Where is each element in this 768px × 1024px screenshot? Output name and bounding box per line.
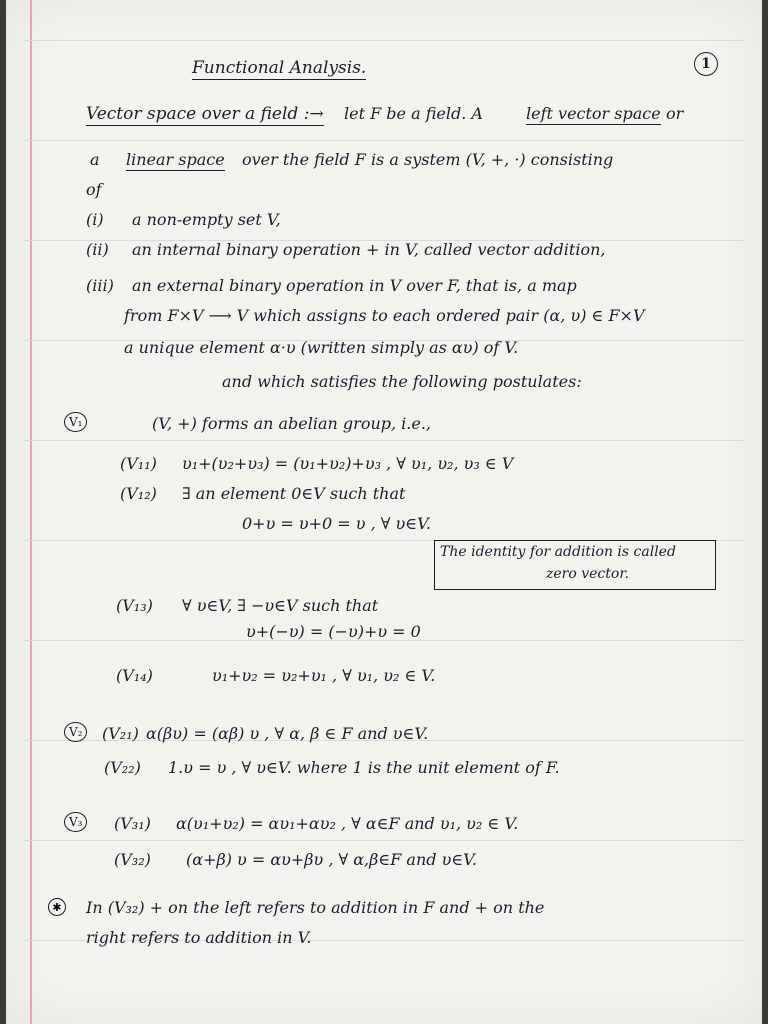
postulate-text: 1.υ = υ , ∀ υ∈V. where 1 is the unit element of F. <box>168 758 560 777</box>
left-vector-space-term: left vector space <box>526 104 661 123</box>
notebook-page <box>6 0 762 1024</box>
item-number: (iii) <box>86 276 114 295</box>
postulate-text: (α+β) υ = αυ+βυ , ∀ α,β∈F and υ∈V. <box>186 850 478 869</box>
ruled-line <box>24 440 744 441</box>
postulate-tag: (V₂₁) <box>102 724 139 743</box>
postulate-text: ∀ υ∈V, ∃ −υ∈V such that <box>182 596 379 615</box>
definition-text: of <box>86 180 102 199</box>
margin-line <box>30 0 32 1024</box>
postulate-text: α(βυ) = (αβ) υ , ∀ α, β ∈ F and υ∈V. <box>146 724 429 743</box>
page-title: Functional Analysis. <box>192 58 367 78</box>
page-number: 1 <box>694 52 718 76</box>
postulate-text: υ₁+(υ₂+υ₃) = (υ₁+υ₂)+υ₃ , ∀ υ₁, υ₂, υ₃ ∈ V <box>182 454 514 473</box>
ruled-line <box>24 40 744 41</box>
item-text: an external binary operation in V over F, that is, a map <box>132 276 577 295</box>
footnote-text: right refers to addition in V. <box>86 928 312 947</box>
postulate-text: α(υ₁+υ₂) = αυ₁+αυ₂ , ∀ α∈F and υ₁, υ₂ ∈ V. <box>176 814 519 833</box>
ruled-line <box>24 140 744 141</box>
postulate-equation: 0+υ = υ+0 = υ , ∀ υ∈V. <box>242 514 431 533</box>
ruled-line <box>24 840 744 841</box>
item-number: (i) <box>86 210 104 229</box>
postulate-tag-v2: V₂ <box>64 722 87 742</box>
item-text: a unique element α·υ (written simply as αυ) of V. <box>124 338 519 357</box>
postulate-text: ∃ an element 0∈V such that <box>182 484 406 503</box>
zero-vector-note: zero vector. <box>546 566 629 582</box>
item-text: an internal binary operation + in V, called vector addition, <box>132 240 606 259</box>
postulate-tag: (V₁₁) <box>120 454 157 473</box>
postulate-text: υ₁+υ₂ = υ₂+υ₁ , ∀ υ₁, υ₂ ∈ V. <box>212 666 436 685</box>
postulate-tag: (V₃₂) <box>114 850 151 869</box>
asterisk-note-icon: ✱ <box>48 898 66 916</box>
item-text: a non-empty set V, <box>132 210 281 229</box>
definition-text: let F be a field. A <box>344 104 483 123</box>
item-number: (ii) <box>86 240 109 259</box>
postulates-intro: and which satisfies the following postulates: <box>222 372 582 391</box>
zero-vector-note: The identity for addition is called <box>440 544 676 560</box>
postulate-tag-v3: V₃ <box>64 812 87 832</box>
postulate-tag: (V₃₁) <box>114 814 151 833</box>
postulate-tag: (V₁₃) <box>116 596 153 615</box>
postulate-tag: (V₂₂) <box>104 758 141 777</box>
definition-heading: Vector space over a field :→ <box>86 104 324 124</box>
definition-text: over the field F is a system (V, +, ·) consisting <box>242 150 614 169</box>
postulate-tag-v1: V₁ <box>64 412 87 432</box>
definition-text: or <box>666 104 684 123</box>
linear-space-term: linear space <box>126 150 225 169</box>
footnote-text: In (V₃₂) + on the left refers to addition in F and + on the <box>86 898 545 917</box>
postulate-tag: (V₁₂) <box>120 484 157 503</box>
definition-text: a <box>90 150 100 169</box>
postulate-equation: υ+(−υ) = (−υ)+υ = 0 <box>246 622 421 641</box>
postulate-tag: (V₁₄) <box>116 666 153 685</box>
postulate-text: (V, +) forms an abelian group, i.e., <box>152 414 432 433</box>
item-text: from F×V ⟶ V which assigns to each ordered pair (α, υ) ∈ F×V <box>124 306 645 325</box>
